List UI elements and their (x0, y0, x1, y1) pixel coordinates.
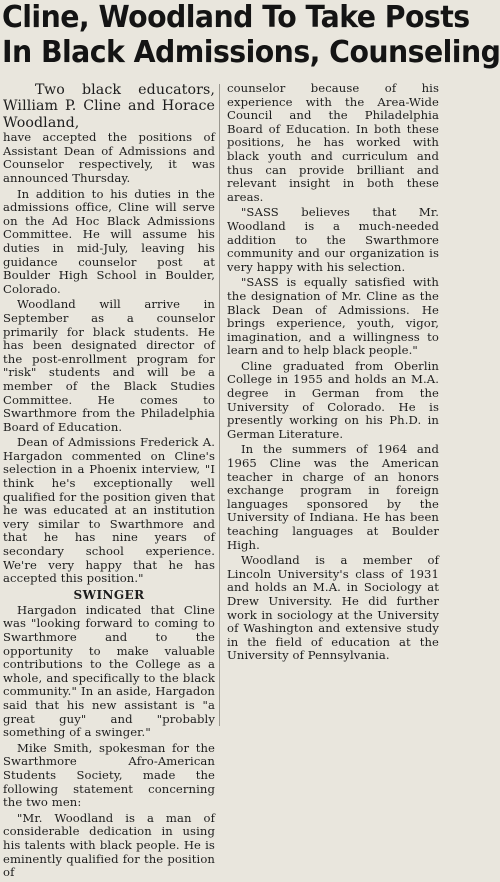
headline-line-1: Cline, Woodland To Take Posts (2, 0, 470, 35)
paragraph: Woodland is a member of Lincoln University's class of 1931 and holds an M.A. in Sociology at Drew University. He did further work in sociology at the University of Washington and extensive study in the field of education at the University of Pennsylvania. (227, 553, 439, 663)
paragraph: Dean of Admissions Frederick A. Hargadon commented on Cline's selection in a Phoenix interview, "I think he's exceptionally well qualified for the position given that he was educated at an institution very similar to Swarthmore and that he has nine years of secondary school experience. We're very happy that he has accepted this position." (3, 435, 216, 586)
paragraph: Cline graduated from Oberlin College in 1955 and holds an M.A. degree in German from the University of Colorado. He is presently working on his Ph.D. in German Literature. (227, 358, 439, 441)
right-column (227, 82, 439, 665)
headline (2, 0, 500, 70)
paragraph: "SASS is equally satisfied with the designation of Mr. Cline as the Black Dean of Admissions. He brings experience, youth, vigor, imagination, and a willingness to learn and to help black people." (227, 275, 439, 358)
column-divider (219, 84, 220, 726)
paragraph: Hargadon indicated that Cline was "looking forward to coming to Swarthmore and to the opportunity to make valuable contributions to the College as a whole, and specifically to the black community." In an aside, Hargadon said that his new assistant is "a great guy" and "probably something of a swinger." (3, 602, 215, 740)
lead-paragraph: Two black educators, William P. Cline and Horace Woodland, (3, 82, 215, 131)
paragraph: "Mr. Woodland is a man of considerable dedication in using his talents with black people. He is eminently qualified for the position of (3, 810, 215, 880)
paragraph: "SASS believes that Mr. Woodland is a much-needed addition to the Swarthmore community and our organization is very happy with his selection. (227, 205, 439, 274)
paragraph: counselor because of his experience with the Area-Wide Council and the Philadelphia Board of Education. In both these positions, he has worked with black youth and curriculum and thus can provide brilliant and relevant insight in both these areas. (227, 81, 439, 204)
headline-line-2: In Black Admissions, Counseling (2, 35, 500, 70)
paragraph: Woodland will arrive in September as a counselor primarily for black students. He has been designated director of the post-enrollment program for "risk" students and will be a member of the Black Studies Committee. He comes to Swarthmore from the Philadelphia Board of Education. (3, 297, 215, 434)
paragraph: Mike Smith, spokesman for the Swarthmore Afro-American Students Society, made the following statement concerning the two men: (3, 740, 215, 810)
left-column (3, 82, 215, 882)
lead-paragraph-continued: have accepted the positions of Assistant Dean of Admissions and Counselor respectively, it was announced Thursday. (3, 130, 215, 185)
paragraph: In addition to his duties in the admissions office, Cline will serve on the Ad Hoc Black Admissions Committee. He will assume his duties in mid-July, leaving his guidance counselor post at Boulder High School in Boulder, Colorado. (3, 186, 215, 296)
subheading: SWINGER (73, 587, 145, 602)
paragraph: In the summers of 1964 and 1965 Cline was the American teacher in charge of an honors exchange program in foreign languages sponsored by the University of Indiana. He has been teaching languages at Boulder High. (227, 442, 439, 552)
